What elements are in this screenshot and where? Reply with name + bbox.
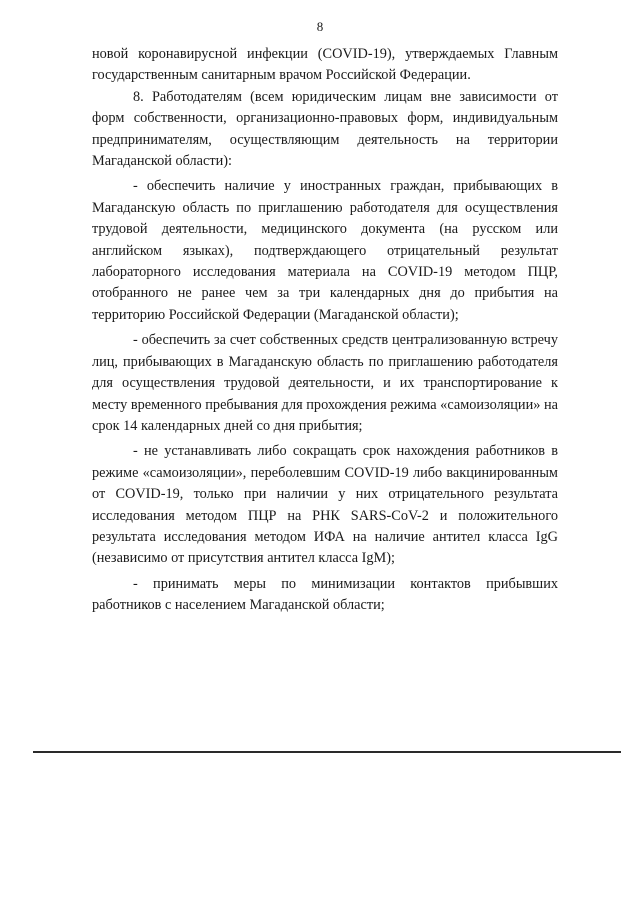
paragraph-foreign-citizens-test: - обеспечить наличие у иностранных граждан, прибывающих в Магаданскую область по приглашению работодателя для осуществления трудовой деятельности, медицинского документа (на русском или английском языках), подтверждающего отрицательный результат лабораторного исследования материала на COVID-19 методом ПЦР, отобранного не ранее чем за три календарных дня до прибытия на территорию Российской Федерации (Магаданской области); <box>92 178 558 323</box>
paragraph-centralized-meeting: - обеспечить за счет собственных средств централизованную встречу лиц, прибывающих в Магаданскую область по приглашению работодателя для осуществления трудовой деятельности, и их транспортирование к месту временного пребывания для прохождения режима «самоизоляции» на срок 14 календарных дней со дня прибытия; <box>92 332 558 434</box>
footer-divider <box>33 751 621 753</box>
paragraph-continuation: новой коронавирусной инфекции (COVID-19), утверждаемых Главным государственным санитарным врачом Российской Федерации. <box>92 46 558 84</box>
paragraph-minimize-contacts: - принимать меры по минимизации контактов прибывших работников с населением Магаданской области; <box>92 575 558 614</box>
document-body <box>92 44 558 617</box>
paragraph-self-isolation-term: - не устанавливать либо сокращать срок нахождения работников в режиме «самоизоляции», переболевшим COVID-19 либо вакцинированным от COVID-19, только при наличии у них отрицательного результата исследования методом ПЦР на РНК SARS-CoV-2 и положительного результата исследования методом ИФА на наличие антител класса IgG (независимо от присутствия антител класса IgM); <box>92 443 558 567</box>
page-number: 8 <box>316 19 324 34</box>
paragraph-item-8: 8. Работодателям (всем юридическим лицам вне зависимости от форм собственности, организационно-правовых форм, индивидуальным предпринимателям, осуществляющим деятельность на территории Магаданской области): <box>92 88 558 170</box>
